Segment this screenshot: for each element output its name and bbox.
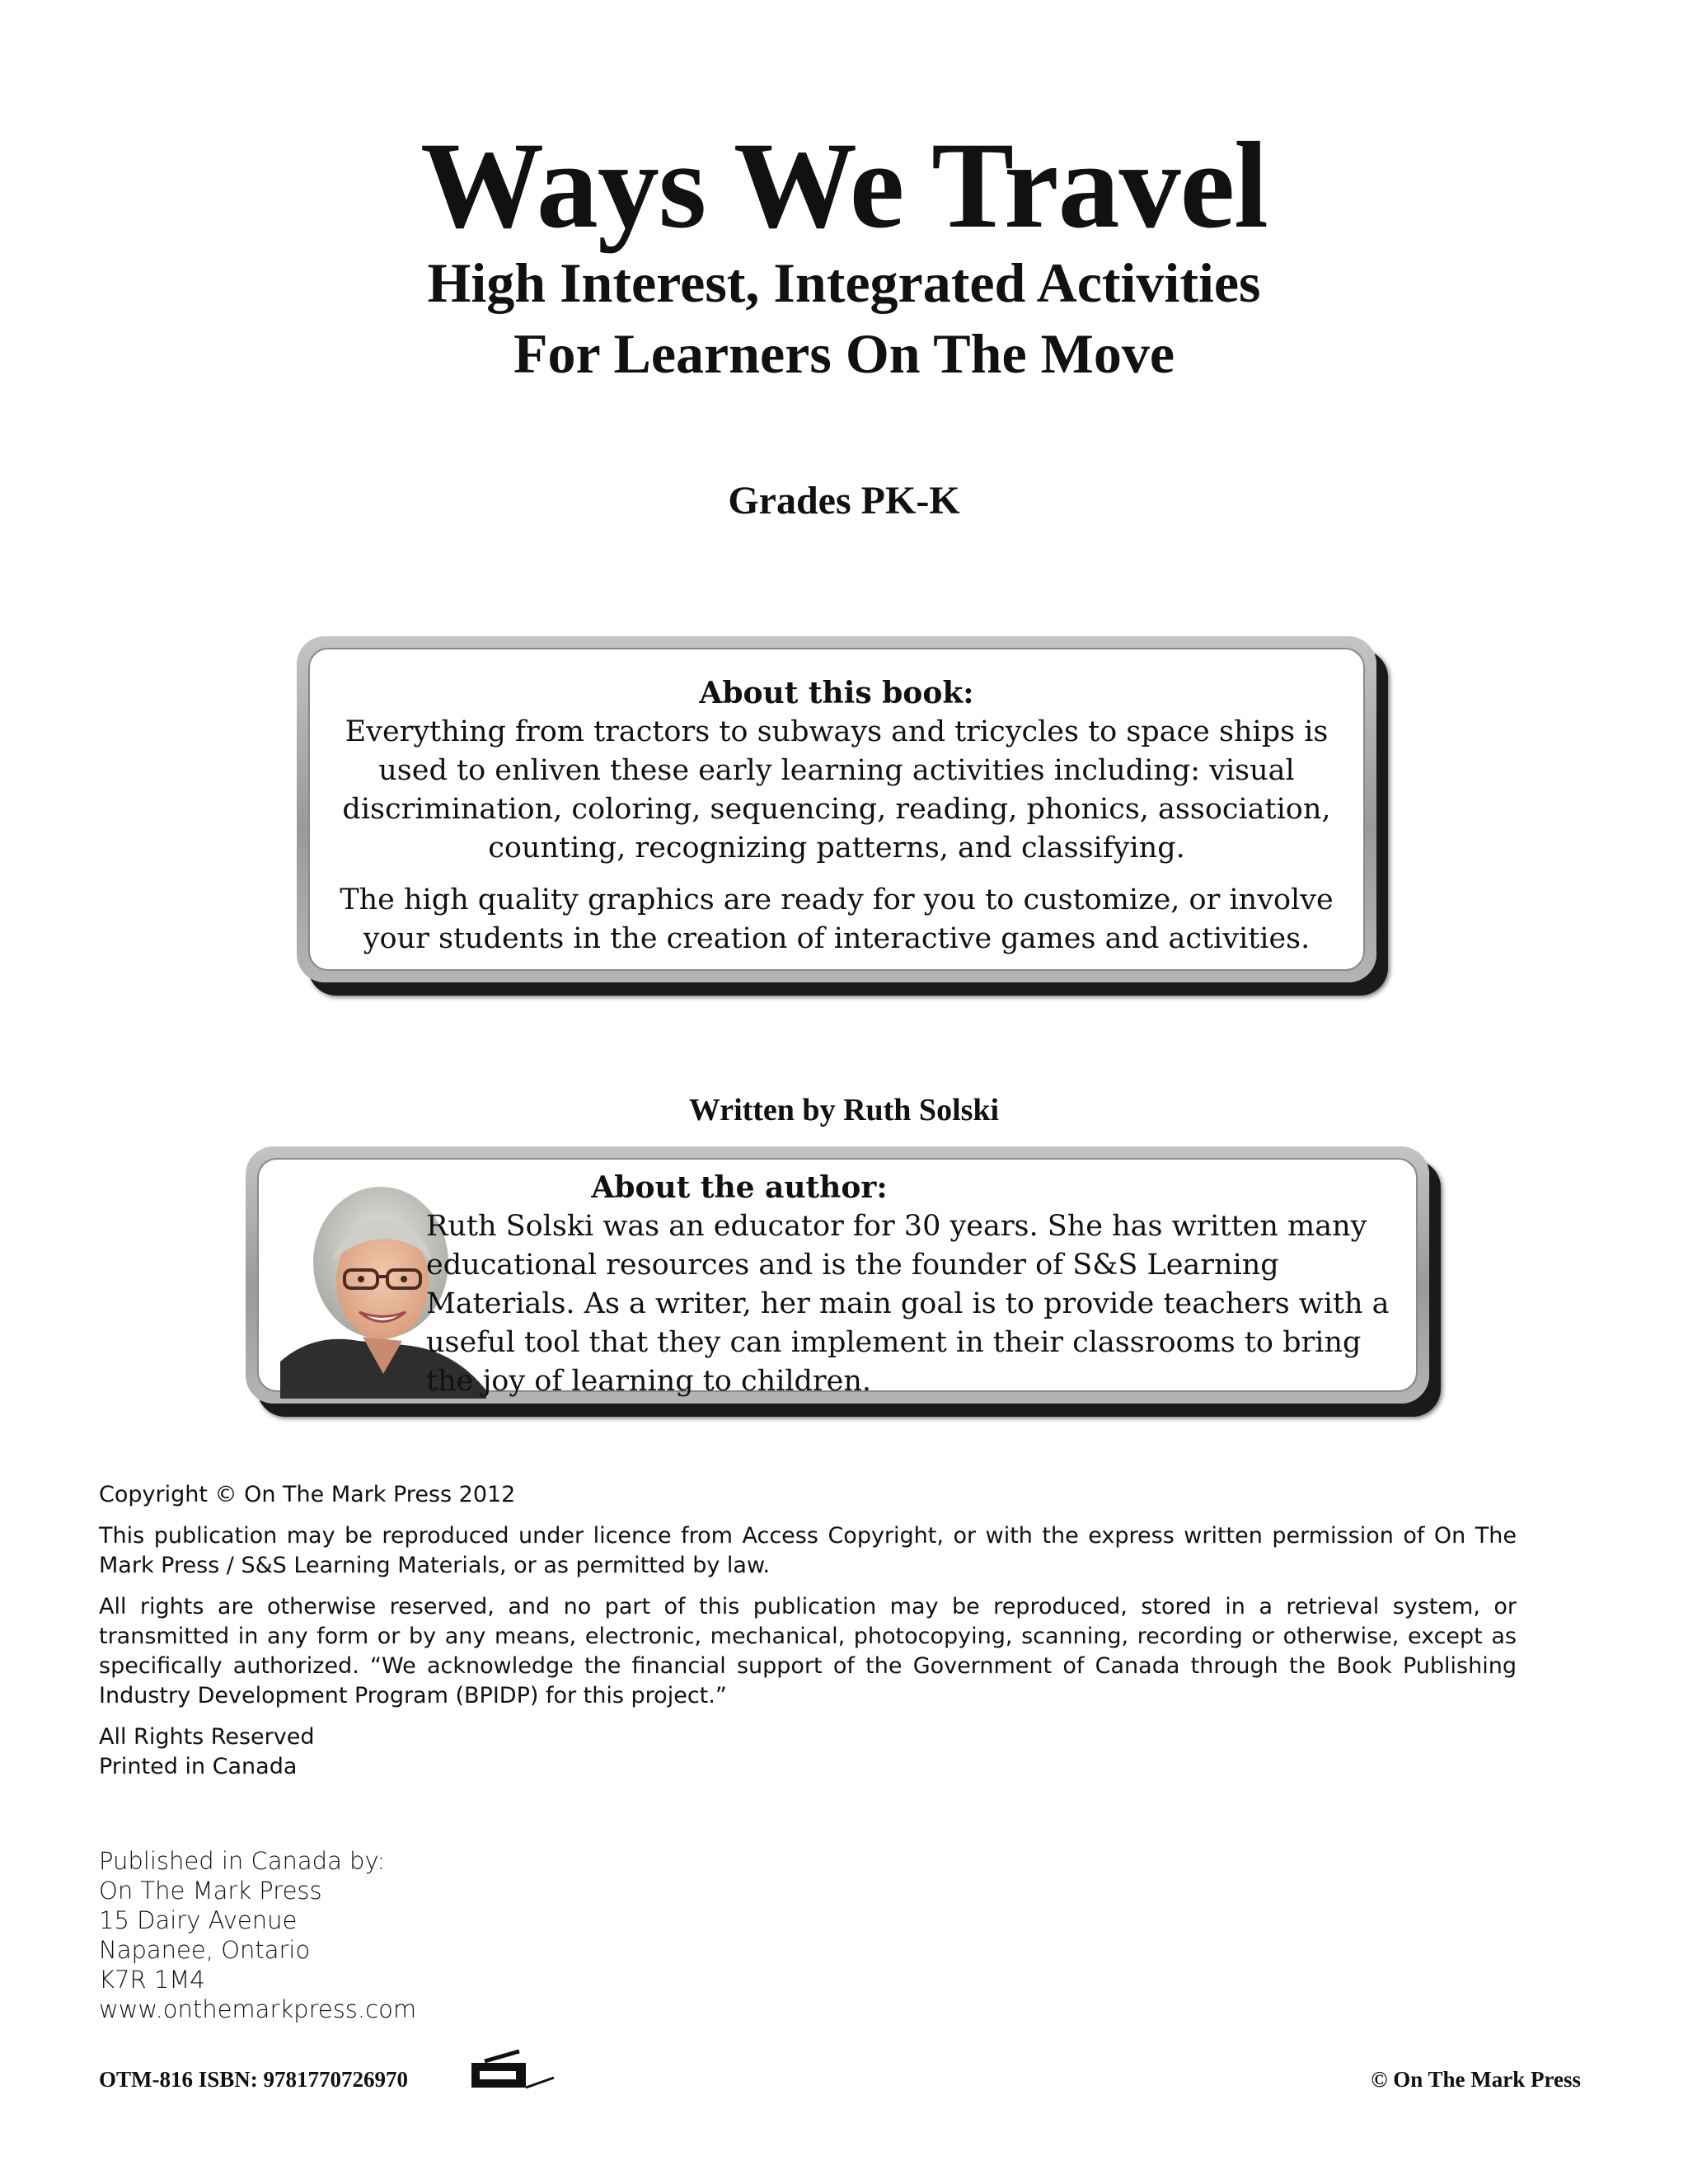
copyright-paragraph-1: This publication may be reproduced under licence from Access Copyright, or with the express written permission of On The Mark Press / S&S Learning Materials, or as permitted by law. (99, 1523, 1517, 1578)
publisher-heading: Published in Canada by: (99, 1847, 386, 1875)
copyright-section (99, 1480, 1517, 1782)
publisher-postal: K7R 1M4 (99, 1966, 205, 1994)
about-author-paragraph: Ruth Solski was an educator for 30 years. She has written many educational resources and is the founder of S&S Learning Materials. As a writer, her main goal is to provide teachers with a useful tool that they can implement in their classrooms to bring the joy of learning to children. (426, 1210, 1390, 1398)
book-title: Ways We Travel (420, 117, 1268, 254)
grade-level: Grades PK-K (728, 479, 960, 523)
about-author-content (426, 1169, 1415, 1401)
about-book-heading: About this book: (699, 676, 974, 710)
about-book-content (326, 674, 1347, 958)
copyright-paragraph-2: All rights are otherwise reserved, and no part of this publication may be reproduced, stored in a retrieval system, or transmitted in any form or by any means, electronic, mechanical, photocopying, scanning, recording or otherwise, except as specifically authorized. “We acknowledge the financial support of the Government of Canada through the Book Publishing Industry Development Program (BPIDP) for this project.” (99, 1594, 1517, 1708)
footer-copyright: © On The Mark Press (1371, 2067, 1581, 2092)
about-author-heading: About the author: (591, 1170, 888, 1205)
subtitle-line-2: For Learners On The Move (513, 322, 1175, 385)
copier-icon (468, 2048, 559, 2097)
publisher-address (99, 1846, 416, 2024)
publisher-city: Napanee, Ontario (99, 1936, 311, 1964)
subtitle-line-1: High Interest, Integrated Activities (427, 251, 1261, 314)
publisher-name: On The Mark Press (99, 1877, 322, 1905)
copyright-line: Copyright © On The Mark Press 2012 (99, 1482, 516, 1507)
publisher-street: 15 Dairy Avenue (99, 1906, 298, 1934)
about-book-panel (308, 648, 1365, 971)
printed-in: Printed in Canada (99, 1754, 298, 1779)
about-book-paragraph-2: The high quality graphics are ready for you to customize, or involve your students in the creation of interactive games and activities. (340, 883, 1334, 955)
footer-isbn: OTM-816 ISBN: 9781770726970 (99, 2067, 409, 2092)
about-book-paragraph-1: Everything from tractors to subways and tricycles to space ships is used to enliven these early learning activities including: visual discrimination, coloring, sequencing, reading, phonics, association, counting, recognizing patterns, and classifying. (342, 715, 1331, 865)
publisher-website[interactable]: www.onthemarkpress.com (99, 1995, 417, 2023)
rights-reserved: All Rights Reserved (99, 1724, 315, 1750)
author-credit: Written by Ruth Solski (688, 1093, 1000, 1127)
title-block (0, 117, 1688, 389)
about-book-box (297, 636, 1376, 982)
